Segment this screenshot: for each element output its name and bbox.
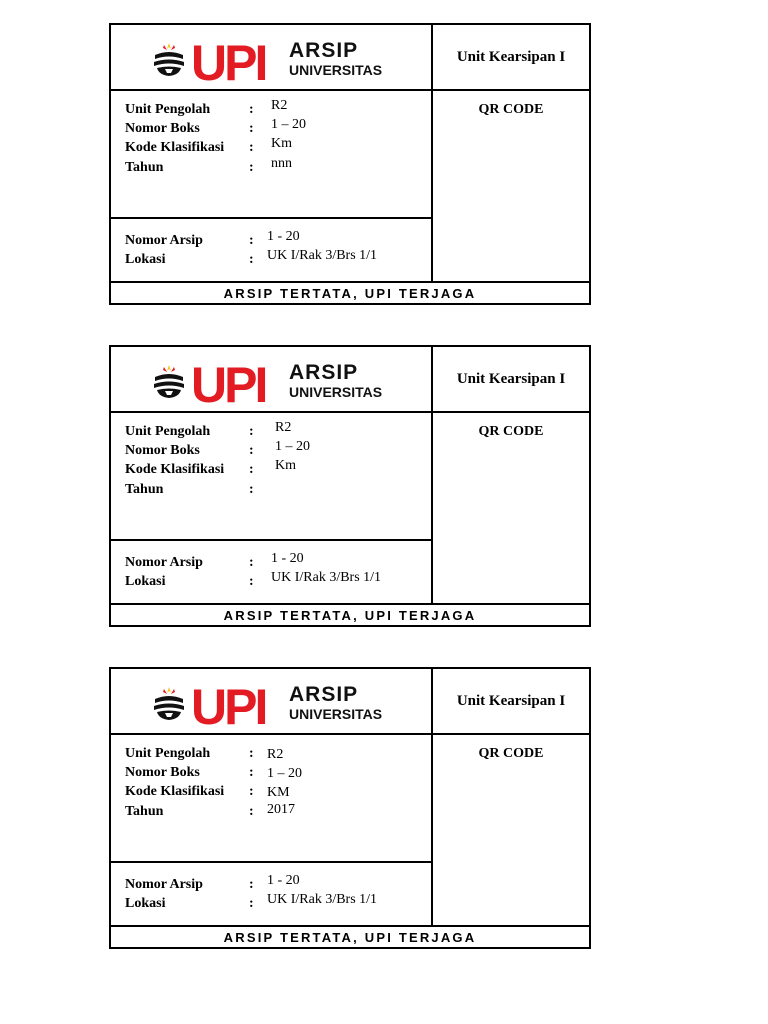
field-label: Lokasi (125, 252, 166, 267)
field-colon: : (249, 252, 254, 267)
svg-text:ARSIP: ARSIP (289, 39, 359, 62)
field-colon: : (249, 896, 254, 911)
field-label: Unit Pengolah (125, 746, 211, 761)
field-colon: : (249, 424, 254, 439)
logo-cell (111, 25, 433, 91)
info-section (111, 413, 433, 541)
logo-cell (111, 347, 433, 413)
qr-code-label: QR CODE (478, 746, 544, 761)
logo-cell (111, 669, 433, 735)
field-value: 1 - 20 (267, 229, 300, 244)
svg-text:UPI: UPI (191, 679, 266, 727)
field-label: Lokasi (125, 574, 166, 589)
info-section (111, 735, 433, 863)
field-colon: : (249, 574, 254, 589)
qr-code-label: QR CODE (478, 102, 544, 117)
field-value: 1 - 20 (271, 551, 304, 566)
unit-name: Unit Kearsipan I (433, 669, 589, 735)
field-value: UK I/Rak 3/Brs 1/1 (271, 570, 382, 585)
field-value: UK I/Rak 3/Brs 1/1 (267, 248, 378, 263)
field-label: Unit Pengolah (125, 424, 211, 439)
field-colon: : (249, 462, 254, 477)
field-value: 1 – 20 (275, 439, 310, 454)
field-label: Kode Klasifikasi (125, 462, 225, 477)
location-section (111, 863, 433, 925)
field-value: nnn (271, 156, 292, 171)
field-label: Tahun (125, 160, 164, 175)
upi-arsip-logo (151, 357, 401, 405)
location-section (111, 219, 433, 281)
field-colon: : (249, 121, 254, 136)
qr-code-cell (433, 413, 589, 603)
field-label: Nomor Arsip (125, 877, 203, 892)
svg-text:UPI: UPI (191, 35, 266, 83)
upi-seal-icon (153, 365, 185, 398)
field-label: Nomor Arsip (125, 233, 203, 248)
motto-footer: ARSIP TERTATA, UPI TERJAGA (111, 603, 589, 625)
field-colon: : (249, 443, 254, 458)
field-colon: : (249, 877, 254, 892)
field-label: Nomor Boks (125, 121, 200, 136)
field-value: 1 - 20 (267, 873, 300, 888)
qr-code-label: QR CODE (478, 424, 544, 439)
info-section (111, 91, 433, 219)
field-label: Kode Klasifikasi (125, 140, 225, 155)
svg-text:UNIVERSITAS: UNIVERSITAS (289, 706, 383, 722)
svg-text:UNIVERSITAS: UNIVERSITAS (289, 384, 383, 400)
field-colon: : (249, 804, 254, 819)
field-value: Km (275, 458, 296, 473)
field-colon: : (249, 555, 254, 570)
field-value: 1 – 20 (271, 117, 306, 132)
svg-text:ARSIP: ARSIP (289, 683, 359, 706)
field-label: Unit Pengolah (125, 102, 211, 117)
location-section (111, 541, 433, 603)
field-value: Km (271, 136, 292, 151)
field-colon: : (249, 102, 254, 117)
field-colon: : (249, 233, 254, 248)
field-colon: : (249, 140, 254, 155)
motto-footer: ARSIP TERTATA, UPI TERJAGA (111, 281, 589, 303)
archive-label-card-3 (109, 667, 591, 949)
motto-footer: ARSIP TERTATA, UPI TERJAGA (111, 925, 589, 947)
field-label: Tahun (125, 482, 164, 497)
field-label: Lokasi (125, 896, 166, 911)
field-value: R2 (271, 98, 288, 113)
field-label: Nomor Arsip (125, 555, 203, 570)
archive-label-card-1 (109, 23, 591, 305)
field-value: 2017 (267, 802, 295, 817)
svg-text:UNIVERSITAS: UNIVERSITAS (289, 62, 383, 78)
field-label: Nomor Boks (125, 765, 200, 780)
unit-name: Unit Kearsipan I (433, 25, 589, 91)
field-colon: : (249, 784, 254, 799)
field-label: Kode Klasifikasi (125, 784, 225, 799)
field-colon: : (249, 482, 254, 497)
field-value: R2 (267, 747, 284, 762)
field-colon: : (249, 746, 254, 761)
upi-arsip-logo (151, 679, 401, 727)
field-value: R2 (275, 420, 292, 435)
field-colon: : (249, 160, 254, 175)
field-value: 1 – 20 (267, 766, 302, 781)
svg-text:ARSIP: ARSIP (289, 361, 359, 384)
field-value: KM (267, 785, 290, 800)
svg-text:UPI: UPI (191, 357, 266, 405)
field-value: UK I/Rak 3/Brs 1/1 (267, 892, 378, 907)
unit-name: Unit Kearsipan I (433, 347, 589, 413)
upi-seal-icon (153, 43, 185, 76)
field-label: Tahun (125, 804, 164, 819)
field-colon: : (249, 765, 254, 780)
archive-label-card-2 (109, 345, 591, 627)
qr-code-cell (433, 735, 589, 925)
qr-code-cell (433, 91, 589, 281)
upi-seal-icon (153, 687, 185, 720)
upi-arsip-logo (151, 35, 401, 83)
field-label: Nomor Boks (125, 443, 200, 458)
